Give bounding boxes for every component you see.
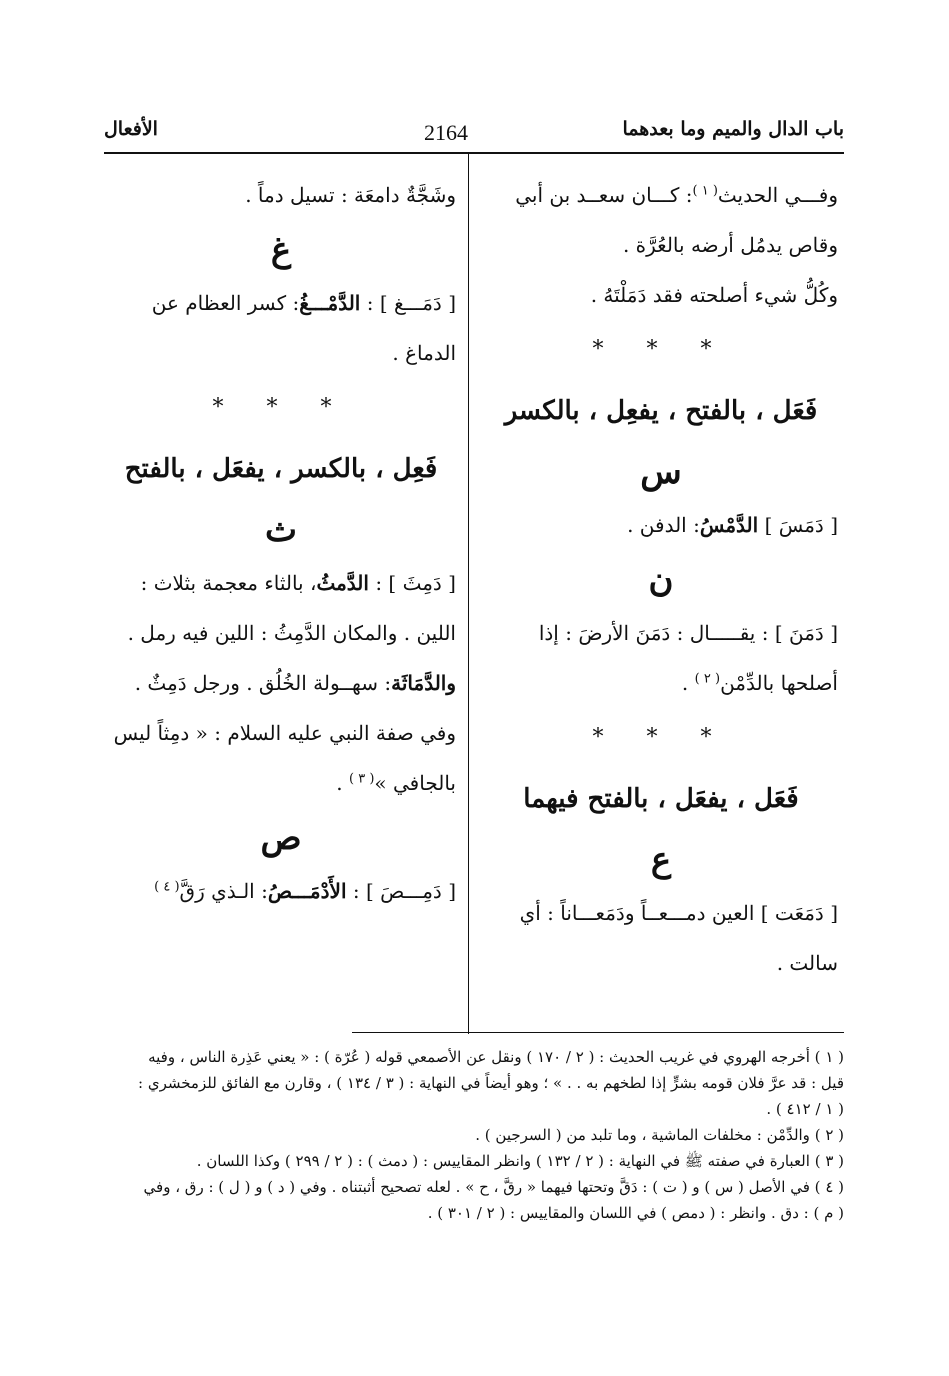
section-heading-kasr-fatah: فَعِل ، بالكسر ، يفعَل ، بالفتح bbox=[124, 454, 438, 484]
entry-dms2: [ دَمِـــصَ ] : الأَدْمَـــصُ: الـذي رَقَّ$^{( ٤ )}$ bbox=[154, 879, 456, 903]
footnote-ref-2: ( ٢ ) bbox=[694, 671, 721, 687]
sifa-line: وفي صفة النبي عليه السلام : « دمِثاً ليس bbox=[113, 721, 456, 745]
footnote-line: ( ١ ) أخرجه الهروي في غريب الحديث : ( ٢ / ١٧٠ ) ونقل عن الأصمعي قوله ( عُرّة ) : « يعني عَذِرة الناس ، وفيه bbox=[148, 1048, 844, 1066]
hadith-line-1: وفـــي الحديث$^{( ١ )}$: كـــان سعــد بن أبي bbox=[515, 183, 838, 207]
entry-dma: [ دَمَعَت ] العين دمـــعــاً ودَمَعـــاناً : أي bbox=[519, 901, 838, 925]
letter-heading-ghain: غ bbox=[270, 230, 292, 270]
shajja-line: وشَجَّةٌ دامعَة : تسيل دماً . bbox=[245, 183, 456, 207]
entry-dmth: [ دَمِثَ ] : الدَّمثُ، بالثاء معجمة بثلاث : bbox=[140, 571, 456, 595]
footnote-line: ( ٢ ) والدِّمْن : مخلفات الماشية ، وما تلبد من ( السرجين ) . bbox=[475, 1126, 844, 1144]
letter-heading-nun: ن bbox=[648, 560, 674, 600]
hadith-line-2: وقاص يدمُل أرضه بالعُرَّة . bbox=[622, 233, 838, 257]
section-title: الأفعال bbox=[104, 118, 158, 140]
entry-dmgh: [ دَمَـــغ ] : الدَّمْـــغُ: كسر العظام عن bbox=[151, 291, 456, 315]
letter-heading-sin: س bbox=[640, 452, 682, 492]
footnote-line: ( ١ / ٤١٢ ) . bbox=[766, 1100, 844, 1118]
left-column bbox=[106, 170, 456, 916]
entry-dmatha: والدَّمَاثَة: سهــولة الخُلُق . ورجل دَمِثٌ . bbox=[134, 671, 456, 695]
entry-dmn: [ دَمَنَ ] : يقـــــال : دَمَنَ الأرضَ : إذا bbox=[538, 621, 838, 645]
entry-dma-def: سالت . bbox=[776, 951, 838, 975]
footnote-line: ( م ) : دق . وانظر : ( دمص ) في اللسان والمقاييس : ( ٢ / ٣٠١ ) . bbox=[427, 1204, 844, 1222]
footnote-line: قيل : قد عرَّ فلان قومه بشرٍّ إذا لطخهم به . . » ؛ وهو أيضاً في النهاية : ( ٣ / ١٣٤ ) ، وقارن مع الفائق للزمخشري : bbox=[138, 1074, 844, 1092]
hadith-line-3: وكُلُّ شيء أصلحته فقد دَمَلْتَهُ . bbox=[590, 283, 838, 307]
entry-dmn-def: أصلحها بالدِّمْن$^{( ٢ )}$ . bbox=[681, 671, 838, 695]
section-separator: * * * bbox=[212, 395, 350, 420]
section-separator: * * * bbox=[592, 725, 730, 750]
header-rule bbox=[104, 152, 844, 154]
page-header bbox=[104, 112, 844, 152]
footnotes bbox=[104, 1044, 844, 1226]
right-column bbox=[484, 170, 838, 988]
column-divider bbox=[468, 154, 469, 1034]
footnote-line: ( ٤ ) في الأصل ( س ) و ( ت ) : دَقَّ وتحتها فيهما « رقَّ ، ح » . لعله تصحيح أثبتناه . وفي ( د ) و ( ل ) : رق ، وفي bbox=[143, 1178, 844, 1196]
letter-heading-tha: ث bbox=[264, 510, 297, 550]
letter-heading-sad: ص bbox=[260, 818, 302, 858]
page-number: 2164 bbox=[424, 120, 468, 145]
footnote-ref-1: ( ١ ) bbox=[692, 183, 718, 199]
section-heading-fatah-both: فَعَل ، يفعَل ، بالفتح فيهما bbox=[523, 784, 799, 814]
entry-dms: [ دَمَسَ ] الدَّمْسُ: الدفن . bbox=[627, 513, 838, 537]
entry-dmth-line2: اللين . والمكان الدَّمِثُ : اللين فيه رمل . bbox=[127, 621, 456, 645]
footnote-line: ( ٣ ) العبارة في صفته ﷺ في النهاية : ( ٢ / ١٣٢ ) وانظر المقاييس : ( دمث ) : ( ٢ / ٢٩٩ ) وكذا اللسان . bbox=[196, 1152, 844, 1170]
section-separator: * * * bbox=[592, 337, 730, 362]
section-heading-fatah-kasr: فَعَل ، بالفتح ، يفعِل ، بالكسر bbox=[504, 396, 818, 426]
chapter-title: باب الدال والميم وما بعدهما bbox=[622, 118, 844, 140]
footnote-rule bbox=[352, 1032, 844, 1033]
entry-dmgh-def: الدماغ . bbox=[392, 341, 456, 365]
letter-heading-ain: ع bbox=[650, 840, 672, 880]
footnote-ref-3: ( ٣ ) bbox=[348, 771, 375, 787]
sifa-line-2: بالجافي »$^{( ٣ )}$ . bbox=[336, 771, 456, 795]
footnote-ref-4: ( ٤ ) bbox=[154, 879, 180, 895]
